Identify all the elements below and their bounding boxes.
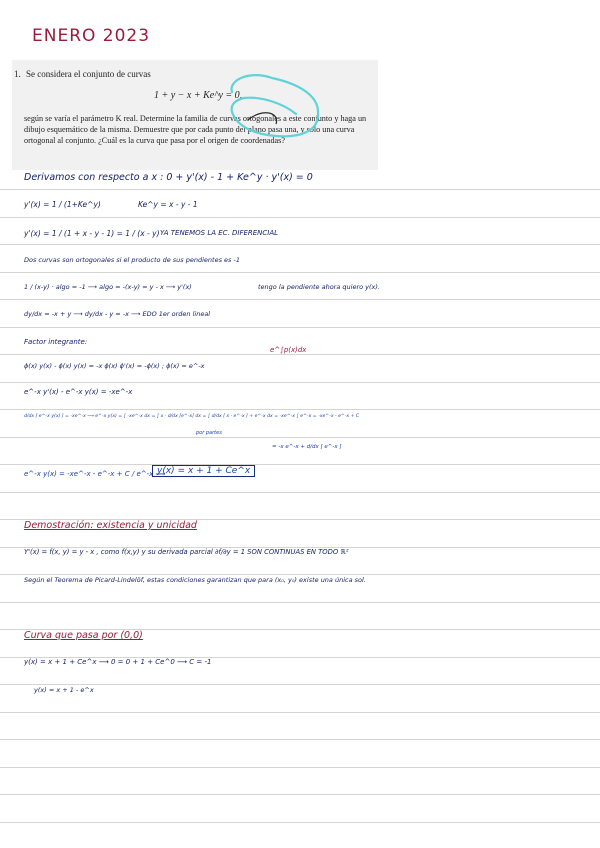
note-line-6: dy/dx = -x + y ⟶ dy/dx - y = -x ⟶ EDO 1er orden lineal xyxy=(24,310,211,318)
note-line-2b: Ke^y = x - y - 1 xyxy=(138,200,198,209)
note-line-10a: d/dx [ e^-x y(x) ] = -xe^-x ⟶ e^-x y(x) = ∫ -xe^-x dx = ∫ x · d/dx [e^-x] dx = ∫ d/dx [ x · e^-x ] + e^-x dx = -xe^-x ∫ e^-x = -xe^-x - e^-x + C xyxy=(24,414,360,419)
note-line-1: Derivamos con respecto a x : 0 + y'(x) - 1 + Ke^y · y'(x) = 0 xyxy=(24,172,313,183)
note-line-12: Y'(x) = f(x, y) = y - x , como f(x,y) y su derivada parcial ∂f/∂y = 1 SON CONTINUAS EN TODO ℝ² xyxy=(24,548,349,556)
section-heading-origin: Curva que pasa por (0,0) xyxy=(24,630,143,641)
note-line-4: Dos curvas son ortogonales si el producto de sus pendientes es -1 xyxy=(24,256,240,264)
note-line-13: Según el Teorema de Picard-Lindelöf, estas condiciones garantizan que para (x₀, y₀) existe una única sol. xyxy=(24,576,366,584)
note-line-10b: por partes xyxy=(196,430,222,436)
note-line-9: e^-x y'(x) - e^-x y(x) = -xe^-x xyxy=(24,388,133,396)
note-line-3b: YA TENEMOS LA EC. DIFERENCIAL xyxy=(160,229,279,237)
problem-equation: 1 + y − x + Ke^y = 0, xyxy=(154,90,243,101)
problem-body: según se varía el parámetro K real. Determine la familia de curvas ortogonales a este conjunto y haga un dibujo esquemático de la misma. Demuestre que por cada punto del plano pasa una, y solo una curva ortogonal al conjunto. ¿Cuál es la curva que pasa por el origen de coordenadas? xyxy=(24,114,367,145)
note-line-8b: e^∫p(x)dx xyxy=(270,346,307,354)
problem-intro: Se considera el conjunto de curvas xyxy=(26,69,151,79)
note-line-15: y(x) = x + 1 - e^x xyxy=(34,686,94,694)
note-line-7: Factor integrante: xyxy=(24,338,88,346)
note-line-5b: tengo la pendiente ahora quiero y(x). xyxy=(258,283,380,291)
note-line-14: y(x) = x + 1 + Ce^x ⟶ 0 = 0 + 1 + Ce^0 ⟶ C = -1 xyxy=(24,658,212,666)
page-title: ENERO 2023 xyxy=(32,26,151,46)
section-heading-existence: Demostración: existencia y unicidad xyxy=(24,520,197,531)
problem-number: 1. xyxy=(14,69,21,79)
result-box: y(x) = x + 1 + Ce^x xyxy=(152,465,255,477)
note-line-5a: 1 / (x-y) · algo = -1 ⟶ algo = -(x-y) = y - x ⟶ y'(x) xyxy=(24,283,192,291)
note-line-2a: y'(x) = 1 / (1+Ke^y) xyxy=(24,200,101,209)
note-line-10c: = -x e^-x + d/dx [ e^-x ] xyxy=(272,444,342,450)
note-line-11: e^-x y(x) = -xe^-x - e^-x + C / e^-x ⟹ xyxy=(24,470,166,478)
note-line-3a: y'(x) = 1 / (1 + x - y - 1) = 1 / (x - y) xyxy=(24,229,160,238)
note-line-8a: ϕ(x) y(x) - ϕ(x) y(x) = -x ϕ(x) ϕ'(x) = -ϕ(x) ; ϕ(x) = e^-x xyxy=(24,362,205,370)
